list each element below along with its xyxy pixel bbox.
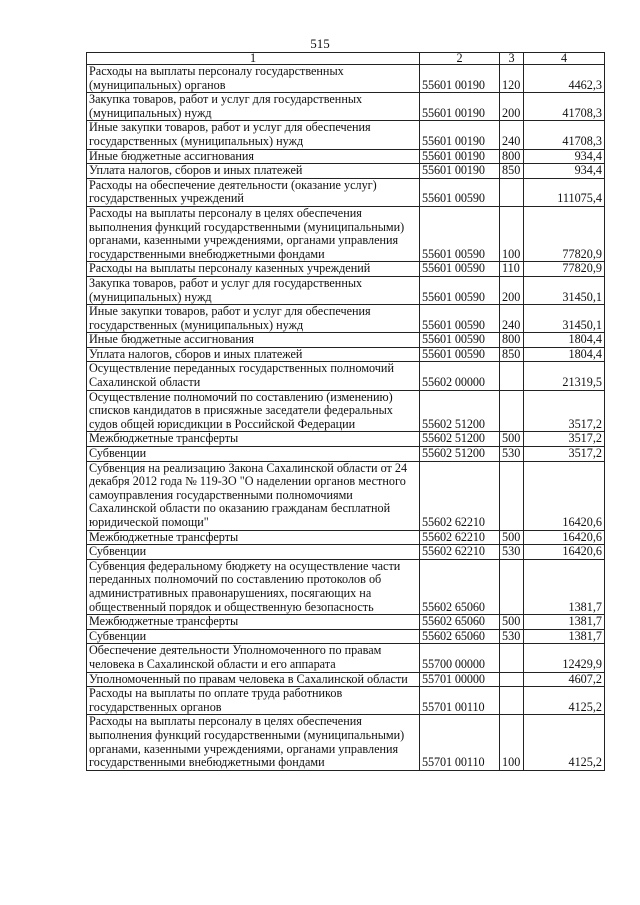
row-amount: 1381,7 <box>524 615 605 630</box>
row-code: 55701 00110 <box>420 687 500 715</box>
table-row <box>87 178 605 206</box>
row-amount: 934,4 <box>524 164 605 179</box>
table-row <box>87 715 605 770</box>
row-code: 55602 62210 <box>420 461 500 530</box>
row-name: Закупка товаров, работ и услуг для государственных (муниципальных) нужд <box>87 276 420 304</box>
table-row <box>87 333 605 348</box>
row-name: Субвенции <box>87 545 420 560</box>
row-name: Расходы на выплаты персоналу государственных (муниципальных) органов <box>87 65 420 93</box>
row-name: Расходы на выплаты персоналу в целях обеспечения выполнения функций государственными (муниципальными) органами, казенными учреждениями, органами управления государственными внебюджетными фондами <box>87 715 420 770</box>
row-expense-type <box>500 461 524 530</box>
row-code: 55602 00000 <box>420 362 500 390</box>
row-amount: 4462,3 <box>524 65 605 93</box>
row-amount: 77820,9 <box>524 262 605 277</box>
row-name: Иные закупки товаров, работ и услуг для обеспечения государственных (муниципальных) нужд <box>87 305 420 333</box>
row-expense-type: 800 <box>500 149 524 164</box>
row-amount: 16420,6 <box>524 461 605 530</box>
row-expense-type <box>500 687 524 715</box>
row-name: Субвенция на реализацию Закона Сахалинской области от 24 декабря 2012 года № 119-ЗО "О наделении органов местного самоуправления государственными полномочиями Сахалинской области по оказанию гражданам бесплатной юридической помощи" <box>87 461 420 530</box>
row-code: 55602 62210 <box>420 545 500 560</box>
row-name: Расходы на выплаты персоналу в целях обеспечения выполнения функций государственными (муниципальными) органами, казенными учреждениями, органами управления государственными внебюджетными фондами <box>87 206 420 261</box>
column-header-1: 1 <box>87 53 420 65</box>
row-name: Закупка товаров, работ и услуг для государственных (муниципальных) нужд <box>87 93 420 121</box>
table-row <box>87 644 605 672</box>
column-header-2: 2 <box>420 53 500 65</box>
row-expense-type <box>500 559 524 614</box>
row-name: Уплата налогов, сборов и иных платежей <box>87 347 420 362</box>
table-row <box>87 559 605 614</box>
table-row <box>87 149 605 164</box>
row-expense-type: 530 <box>500 629 524 644</box>
row-code: 55602 65060 <box>420 559 500 614</box>
row-name: Иные бюджетные ассигнования <box>87 149 420 164</box>
row-code: 55701 00000 <box>420 672 500 687</box>
row-name: Расходы на обеспечение деятельности (оказание услуг) государственных учреждений <box>87 178 420 206</box>
table-row <box>87 121 605 149</box>
row-code: 55700 00000 <box>420 644 500 672</box>
table-row <box>87 305 605 333</box>
row-amount: 4607,2 <box>524 672 605 687</box>
row-name: Межбюджетные трансферты <box>87 615 420 630</box>
row-code: 55701 00110 <box>420 715 500 770</box>
row-amount: 12429,9 <box>524 644 605 672</box>
row-amount: 3517,2 <box>524 390 605 432</box>
table-row <box>87 362 605 390</box>
row-name: Уплата налогов, сборов и иных платежей <box>87 164 420 179</box>
table-row <box>87 164 605 179</box>
row-amount: 934,4 <box>524 149 605 164</box>
table-row <box>87 615 605 630</box>
column-header-4: 4 <box>524 53 605 65</box>
row-amount: 31450,1 <box>524 276 605 304</box>
row-name: Субвенции <box>87 447 420 462</box>
page-number: 515 <box>310 36 330 51</box>
table-row <box>87 390 605 432</box>
row-amount: 16420,6 <box>524 545 605 560</box>
row-name: Обеспечение деятельности Уполномоченного по правам человека в Сахалинской области и его аппарата <box>87 644 420 672</box>
row-expense-type <box>500 362 524 390</box>
row-name: Субвенции <box>87 629 420 644</box>
row-code: 55602 65060 <box>420 615 500 630</box>
table-row <box>87 347 605 362</box>
table-row <box>87 447 605 462</box>
row-expense-type: 240 <box>500 305 524 333</box>
row-name: Осуществление полномочий по составлению (изменению) списков кандидатов в присяжные заседатели федеральных судов общей юрисдикции в Российской Федерации <box>87 390 420 432</box>
row-expense-type: 530 <box>500 545 524 560</box>
row-expense-type: 240 <box>500 121 524 149</box>
row-amount: 31450,1 <box>524 305 605 333</box>
row-amount: 3517,2 <box>524 432 605 447</box>
row-amount: 1381,7 <box>524 629 605 644</box>
table-row <box>87 65 605 93</box>
row-code: 55601 00590 <box>420 333 500 348</box>
row-amount: 41708,3 <box>524 121 605 149</box>
row-name: Межбюджетные трансферты <box>87 432 420 447</box>
row-code: 55601 00190 <box>420 149 500 164</box>
row-code: 55601 00590 <box>420 276 500 304</box>
table-row <box>87 276 605 304</box>
row-expense-type: 100 <box>500 206 524 261</box>
row-name: Расходы на выплаты персоналу казенных учреждений <box>87 262 420 277</box>
row-expense-type <box>500 390 524 432</box>
row-code: 55602 51200 <box>420 390 500 432</box>
row-code: 55602 62210 <box>420 530 500 545</box>
row-code: 55601 00590 <box>420 178 500 206</box>
row-expense-type: 850 <box>500 347 524 362</box>
row-name: Осуществление переданных государственных полномочий Сахалинской области <box>87 362 420 390</box>
row-amount: 1381,7 <box>524 559 605 614</box>
table-row <box>87 629 605 644</box>
row-code: 55601 00190 <box>420 93 500 121</box>
column-header-3: 3 <box>500 53 524 65</box>
row-name: Иные закупки товаров, работ и услуг для обеспечения государственных (муниципальных) нужд <box>87 121 420 149</box>
table-row <box>87 432 605 447</box>
row-code: 55601 00590 <box>420 305 500 333</box>
row-amount: 77820,9 <box>524 206 605 261</box>
row-expense-type: 850 <box>500 164 524 179</box>
table-row <box>87 262 605 277</box>
table-row <box>87 545 605 560</box>
table-row <box>87 530 605 545</box>
row-code: 55602 65060 <box>420 629 500 644</box>
row-expense-type: 200 <box>500 276 524 304</box>
row-expense-type: 500 <box>500 615 524 630</box>
table-row <box>87 687 605 715</box>
row-code: 55601 00590 <box>420 347 500 362</box>
table-row <box>87 672 605 687</box>
row-amount: 4125,2 <box>524 715 605 770</box>
row-expense-type <box>500 672 524 687</box>
table-row <box>87 206 605 261</box>
row-code: 55601 00590 <box>420 262 500 277</box>
row-amount: 41708,3 <box>524 93 605 121</box>
row-expense-type <box>500 178 524 206</box>
table-header-row <box>87 53 605 65</box>
row-expense-type: 200 <box>500 93 524 121</box>
row-name: Расходы на выплаты по оплате труда работников государственных органов <box>87 687 420 715</box>
row-expense-type: 500 <box>500 530 524 545</box>
row-code: 55601 00590 <box>420 206 500 261</box>
table-row <box>87 93 605 121</box>
row-amount: 21319,5 <box>524 362 605 390</box>
row-name: Уполномоченный по правам человека в Сахалинской области <box>87 672 420 687</box>
row-expense-type: 500 <box>500 432 524 447</box>
row-expense-type: 120 <box>500 65 524 93</box>
table-row <box>87 461 605 530</box>
row-amount: 111075,4 <box>524 178 605 206</box>
row-expense-type: 110 <box>500 262 524 277</box>
row-code: 55601 00190 <box>420 65 500 93</box>
row-amount: 1804,4 <box>524 347 605 362</box>
row-amount: 16420,6 <box>524 530 605 545</box>
row-expense-type <box>500 644 524 672</box>
row-code: 55602 51200 <box>420 447 500 462</box>
row-code: 55601 00190 <box>420 121 500 149</box>
row-expense-type: 530 <box>500 447 524 462</box>
row-code: 55602 51200 <box>420 432 500 447</box>
row-name: Субвенция федеральному бюджету на осуществление части переданных полномочий по составлению протоколов об административных правонарушениях, посягающих на общественный порядок и общественную безопасность <box>87 559 420 614</box>
row-expense-type: 100 <box>500 715 524 770</box>
budget-table <box>86 52 605 771</box>
row-code: 55601 00190 <box>420 164 500 179</box>
row-amount: 1804,4 <box>524 333 605 348</box>
row-amount: 4125,2 <box>524 687 605 715</box>
row-expense-type: 800 <box>500 333 524 348</box>
row-amount: 3517,2 <box>524 447 605 462</box>
row-name: Межбюджетные трансферты <box>87 530 420 545</box>
row-name: Иные бюджетные ассигнования <box>87 333 420 348</box>
